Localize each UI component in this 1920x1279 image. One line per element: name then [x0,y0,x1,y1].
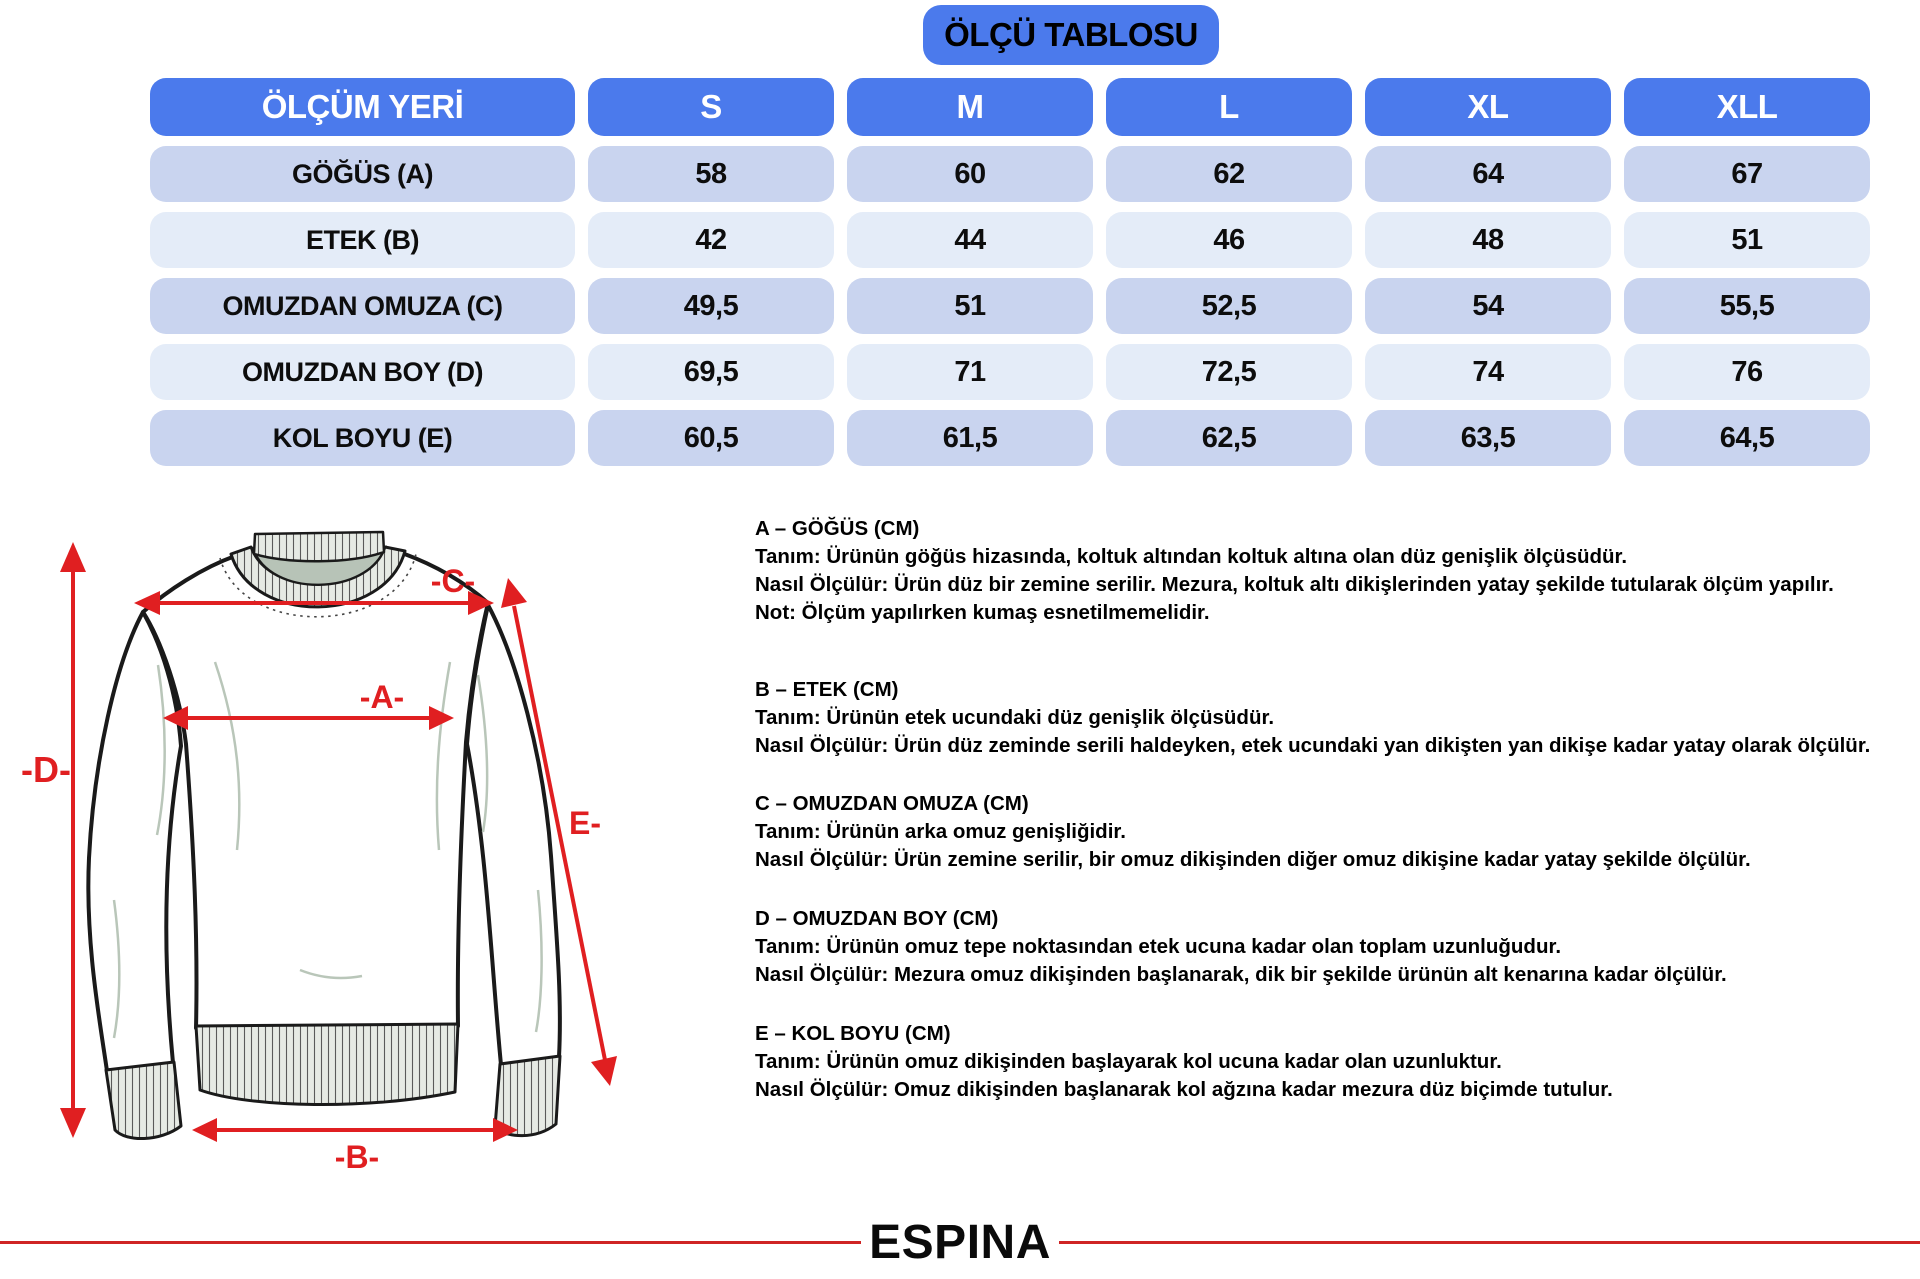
section-c-line: Tanım: Ürünün arka omuz genişliğidir. [755,820,1126,843]
hem-band [196,1024,458,1105]
value-cell: 76 [1624,344,1870,400]
left-cuff [106,1062,181,1139]
section-a-heading: A – GÖĞÜS (CM) [755,517,920,540]
section-c [755,790,1920,874]
value-cell: 63,5 [1365,410,1611,466]
size-table [150,78,1870,466]
section-b [755,676,1920,760]
value-cell: 67 [1624,146,1870,202]
value-cell: 62 [1106,146,1352,202]
measure-label-a: -A- [359,679,405,715]
value-cell: 46 [1106,212,1352,268]
row-label-gogus: GÖĞÜS (A) [150,146,575,202]
section-d [755,905,1920,989]
brand-footer [0,1210,1920,1274]
value-cell: 62,5 [1106,410,1352,466]
section-d-line: Nasıl Ölçülür: Mezura omuz dikişinden başlanarak, dik bir şekilde ürünün alt kenarına kadar ölçülür. [755,963,1727,986]
section-e-line: Tanım: Ürünün omuz dikişinden başlayarak kol ucuna kadar olan uzunluktur. [755,1050,1502,1073]
value-cell: 58 [588,146,834,202]
section-c-heading: C – OMUZDAN OMUZA (CM) [755,792,1029,815]
section-e-line: Nasıl Ölçülür: Omuz dikişinden başlanarak kol ağzına kadar mezura düz biçimde tutulur. [755,1078,1613,1101]
sweatshirt-diagram [10,430,650,1175]
measure-label-b: -B- [334,1139,380,1175]
section-b-heading: B – ETEK (CM) [755,678,899,701]
section-d-line: Tanım: Ürünün omuz tepe noktasından etek ucuna kadar olan toplam uzunluğudur. [755,935,1562,958]
measure-label-e: E- [569,805,601,841]
value-cell: 74 [1365,344,1611,400]
footer-line-right [1059,1241,1920,1244]
header-cell-l: L [1106,78,1352,136]
header-cell-xl: XL [1365,78,1611,136]
value-cell: 64 [1365,146,1611,202]
section-d-heading: D – OMUZDAN BOY (CM) [755,907,999,930]
value-cell: 42 [588,212,834,268]
section-a-line: Tanım: Ürünün göğüs hizasında, koltuk altından koltuk altına olan düz genişlik ölçüsüdür. [755,545,1628,568]
header-cell-s: S [588,78,834,136]
value-cell: 60 [847,146,1093,202]
footer-line-left [0,1241,861,1244]
collar-back-rib [254,532,384,561]
value-cell: 72,5 [1106,344,1352,400]
value-cell: 48 [1365,212,1611,268]
row-label-omuzdan-boy: OMUZDAN BOY (D) [150,344,575,400]
value-cell: 71 [847,344,1093,400]
section-a-line: Nasıl Ölçülür: Ürün düz bir zemine serilir. Mezura, koltuk altı dikişlerinden yatay şekilde tutularak ölçüm yapılır. [755,573,1834,596]
value-cell: 61,5 [847,410,1093,466]
value-cell: 64,5 [1624,410,1870,466]
value-cell: 69,5 [588,344,834,400]
measure-label-d: -D- [21,749,71,790]
sweatshirt-right-sleeve [467,605,560,1065]
section-e-heading: E – KOL BOYU (CM) [755,1022,951,1045]
value-cell: 51 [1624,212,1870,268]
row-label-kol-boyu: KOL BOYU (E) [150,410,575,466]
header-cell-xll: XLL [1624,78,1870,136]
value-cell: 54 [1365,278,1611,334]
section-a-line: Not: Ölçüm yapılırken kumaş esnetilmemelidir. [755,601,1210,624]
sweatshirt-left-sleeve [88,612,181,1071]
value-cell: 60,5 [588,410,834,466]
row-label-omuzdan-omuza: OMUZDAN OMUZA (C) [150,278,575,334]
brand-name: ESPINA [869,1215,1051,1269]
section-b-line: Tanım: Ürünün etek ucundaki düz genişlik ölçüsüdür. [755,706,1275,729]
value-cell: 51 [847,278,1093,334]
section-c-line: Nasıl Ölçülür: Ürün zemine serilir, bir omuz dikişinden diğer omuz dikişine kadar yatay şekilde ölçülür. [755,848,1751,871]
value-cell: 49,5 [588,278,834,334]
header-cell-m: M [847,78,1093,136]
section-a [755,515,1920,627]
section-e [755,1020,1920,1104]
value-cell: 44 [847,212,1093,268]
measure-label-c: -C- [430,563,476,599]
value-cell: 52,5 [1106,278,1352,334]
page-title: ÖLÇÜ TABLOSU [923,5,1219,65]
section-b-line: Nasıl Ölçülür: Ürün düz zeminde serili haldeyken, etek ucundaki yan dikişten yan dikişe kadar yatay olarak ölçülür. [755,734,1871,757]
value-cell: 55,5 [1624,278,1870,334]
row-label-etek: ETEK (B) [150,212,575,268]
header-cell-olcum-yeri: ÖLÇÜM YERİ [150,78,575,136]
